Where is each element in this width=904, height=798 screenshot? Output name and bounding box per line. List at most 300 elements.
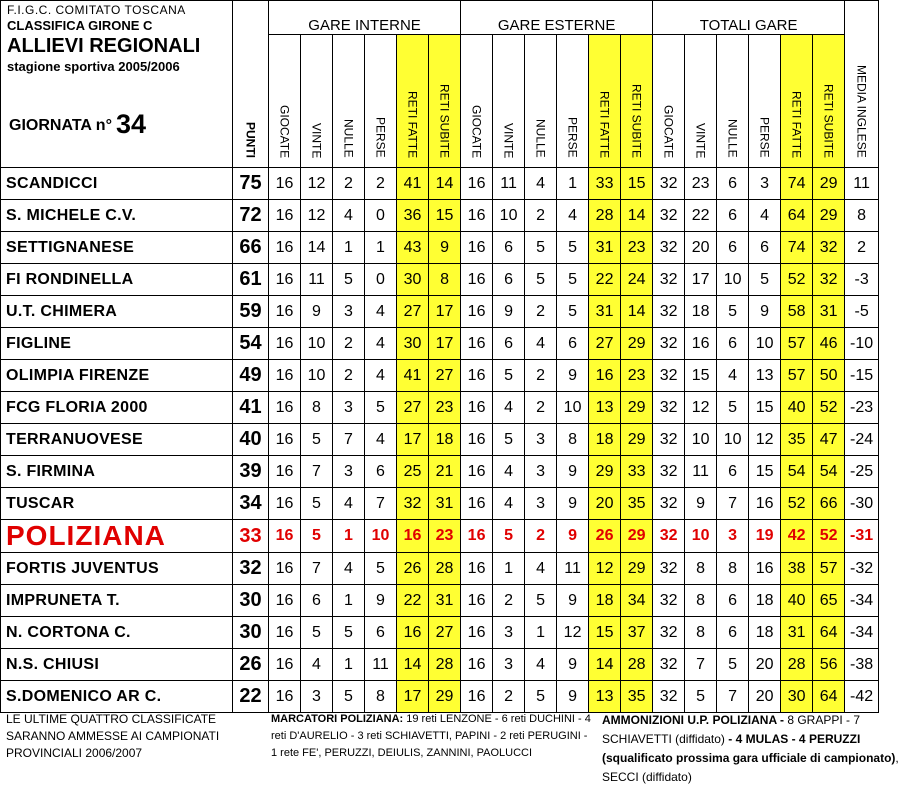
stat-away-0: 16 bbox=[461, 168, 493, 200]
stat-home-2: 5 bbox=[333, 264, 365, 296]
stat-away-4: 28 bbox=[589, 200, 621, 232]
stat-tot-3: 18 bbox=[749, 585, 781, 617]
col-away-perse: PERSE bbox=[557, 35, 589, 168]
stat-away-4: 15 bbox=[589, 617, 621, 649]
stat-away-2: 5 bbox=[525, 264, 557, 296]
stat-away-3: 5 bbox=[557, 232, 589, 264]
stat-away-2: 4 bbox=[525, 553, 557, 585]
team-name: S. MICHELE C.V. bbox=[1, 200, 233, 232]
col-away-reti-subite: RETI SUBITE bbox=[621, 35, 653, 168]
stat-home-0: 16 bbox=[269, 200, 301, 232]
stat-tot-3: 16 bbox=[749, 488, 781, 520]
media-inglese: -25 bbox=[845, 456, 879, 488]
stat-tot-0: 32 bbox=[653, 296, 685, 328]
stat-tot-1: 16 bbox=[685, 328, 717, 360]
stat-home-2: 7 bbox=[333, 424, 365, 456]
stat-home-2: 5 bbox=[333, 681, 365, 713]
stat-home-3: 6 bbox=[365, 617, 397, 649]
stat-away-0: 16 bbox=[461, 520, 493, 553]
stat-tot-2: 4 bbox=[717, 360, 749, 392]
stat-tot-3: 15 bbox=[749, 456, 781, 488]
stat-away-3: 5 bbox=[557, 264, 589, 296]
team-name: FORTIS JUVENTUS bbox=[1, 553, 233, 585]
stat-home-0: 16 bbox=[269, 264, 301, 296]
marcatori-block bbox=[271, 711, 596, 762]
team-points: 72 bbox=[233, 200, 269, 232]
stat-home-1: 3 bbox=[301, 681, 333, 713]
stat-away-1: 6 bbox=[493, 328, 525, 360]
table-row bbox=[1, 168, 879, 200]
stat-home-0: 16 bbox=[269, 488, 301, 520]
col-away-nulle: NULLE bbox=[525, 35, 557, 168]
group-gare-interne: GARE INTERNE bbox=[269, 1, 461, 35]
stat-home-2: 1 bbox=[333, 520, 365, 553]
team-points: 40 bbox=[233, 424, 269, 456]
stat-away-4: 27 bbox=[589, 328, 621, 360]
stat-tot-4: 64 bbox=[781, 200, 813, 232]
table-row bbox=[1, 232, 879, 264]
team-points: 33 bbox=[233, 520, 269, 553]
stat-away-1: 11 bbox=[493, 168, 525, 200]
stat-tot-2: 6 bbox=[717, 585, 749, 617]
stat-home-5: 8 bbox=[429, 264, 461, 296]
col-home-nulle: NULLE bbox=[333, 35, 365, 168]
stat-tot-4: 58 bbox=[781, 296, 813, 328]
stat-home-3: 0 bbox=[365, 200, 397, 232]
stat-away-1: 3 bbox=[493, 649, 525, 681]
stat-away-0: 16 bbox=[461, 232, 493, 264]
stat-tot-1: 9 bbox=[685, 488, 717, 520]
stat-tot-2: 6 bbox=[717, 456, 749, 488]
stat-tot-2: 8 bbox=[717, 553, 749, 585]
stat-away-3: 9 bbox=[557, 649, 589, 681]
stat-home-3: 8 bbox=[365, 681, 397, 713]
stat-tot-0: 32 bbox=[653, 232, 685, 264]
stat-home-5: 17 bbox=[429, 328, 461, 360]
stat-home-3: 7 bbox=[365, 488, 397, 520]
stat-home-1: 10 bbox=[301, 360, 333, 392]
media-inglese: -34 bbox=[845, 585, 879, 617]
stat-tot-5: 32 bbox=[813, 232, 845, 264]
table-row bbox=[1, 681, 879, 713]
stat-home-1: 11 bbox=[301, 264, 333, 296]
group-label: CLASSIFICA GIRONE C bbox=[7, 18, 153, 33]
stat-away-5: 28 bbox=[621, 649, 653, 681]
team-name: FI RONDINELLA bbox=[1, 264, 233, 296]
stat-tot-0: 32 bbox=[653, 585, 685, 617]
stat-tot-5: 66 bbox=[813, 488, 845, 520]
stat-home-5: 21 bbox=[429, 456, 461, 488]
stat-home-5: 23 bbox=[429, 520, 461, 553]
col-tot-reti-fatte: RETI FATTE bbox=[781, 35, 813, 168]
stat-home-4: 17 bbox=[397, 681, 429, 713]
stat-home-5: 31 bbox=[429, 585, 461, 617]
stat-away-3: 9 bbox=[557, 681, 589, 713]
stat-tot-5: 52 bbox=[813, 520, 845, 553]
stat-away-1: 6 bbox=[493, 232, 525, 264]
stat-home-4: 27 bbox=[397, 296, 429, 328]
stat-home-5: 27 bbox=[429, 617, 461, 649]
stat-tot-5: 52 bbox=[813, 392, 845, 424]
stat-tot-3: 20 bbox=[749, 649, 781, 681]
stat-tot-5: 46 bbox=[813, 328, 845, 360]
stat-away-5: 24 bbox=[621, 264, 653, 296]
stat-tot-4: 40 bbox=[781, 585, 813, 617]
stat-away-5: 23 bbox=[621, 232, 653, 264]
table-row bbox=[1, 617, 879, 649]
stat-home-2: 1 bbox=[333, 585, 365, 617]
stat-away-0: 16 bbox=[461, 617, 493, 649]
stat-away-3: 6 bbox=[557, 328, 589, 360]
stat-tot-3: 18 bbox=[749, 617, 781, 649]
stat-tot-3: 6 bbox=[749, 232, 781, 264]
media-inglese: -15 bbox=[845, 360, 879, 392]
col-home-vinte: VINTE bbox=[301, 35, 333, 168]
stat-away-5: 15 bbox=[621, 168, 653, 200]
stat-away-1: 1 bbox=[493, 553, 525, 585]
header-info bbox=[1, 1, 233, 168]
stat-away-5: 14 bbox=[621, 296, 653, 328]
stat-home-1: 5 bbox=[301, 520, 333, 553]
team-points: 61 bbox=[233, 264, 269, 296]
stat-home-5: 31 bbox=[429, 488, 461, 520]
table-row bbox=[1, 328, 879, 360]
stat-away-2: 2 bbox=[525, 360, 557, 392]
stat-tot-0: 32 bbox=[653, 617, 685, 649]
stat-tot-2: 5 bbox=[717, 649, 749, 681]
table-row bbox=[1, 649, 879, 681]
stat-away-5: 14 bbox=[621, 200, 653, 232]
media-inglese: -3 bbox=[845, 264, 879, 296]
footer-note-line: LE ULTIME QUATTRO CLASSIFICATE bbox=[6, 712, 217, 726]
media-inglese: -24 bbox=[845, 424, 879, 456]
championship-title: ALLIEVI REGIONALI bbox=[7, 35, 201, 57]
stat-home-4: 17 bbox=[397, 424, 429, 456]
team-points: 66 bbox=[233, 232, 269, 264]
stat-tot-0: 32 bbox=[653, 649, 685, 681]
stat-tot-5: 47 bbox=[813, 424, 845, 456]
col-tot-giocate: GIOCATE bbox=[653, 35, 685, 168]
stat-away-3: 11 bbox=[557, 553, 589, 585]
stat-home-0: 16 bbox=[269, 649, 301, 681]
stat-tot-3: 5 bbox=[749, 264, 781, 296]
stat-home-2: 5 bbox=[333, 617, 365, 649]
stat-home-3: 11 bbox=[365, 649, 397, 681]
stat-away-4: 20 bbox=[589, 488, 621, 520]
stat-home-2: 3 bbox=[333, 456, 365, 488]
stat-tot-5: 65 bbox=[813, 585, 845, 617]
media-inglese: 11 bbox=[845, 168, 879, 200]
stat-tot-0: 32 bbox=[653, 553, 685, 585]
media-inglese: 8 bbox=[845, 200, 879, 232]
media-inglese: 2 bbox=[845, 232, 879, 264]
stat-tot-4: 42 bbox=[781, 520, 813, 553]
stat-away-4: 31 bbox=[589, 232, 621, 264]
team-name: FCG FLORIA 2000 bbox=[1, 392, 233, 424]
stat-away-0: 16 bbox=[461, 456, 493, 488]
team-points: 75 bbox=[233, 168, 269, 200]
team-name: OLIMPIA FIRENZE bbox=[1, 360, 233, 392]
stat-away-1: 5 bbox=[493, 360, 525, 392]
stat-away-1: 2 bbox=[493, 681, 525, 713]
stat-tot-4: 54 bbox=[781, 456, 813, 488]
stat-away-1: 4 bbox=[493, 488, 525, 520]
stat-home-1: 12 bbox=[301, 200, 333, 232]
stat-away-5: 33 bbox=[621, 456, 653, 488]
stat-away-3: 5 bbox=[557, 296, 589, 328]
stat-home-0: 16 bbox=[269, 681, 301, 713]
ammonizioni-title: AMMONIZIONI U.P. POLIZIANA - bbox=[602, 713, 784, 727]
col-punti: PUNTI bbox=[233, 1, 269, 168]
team-name: N. CORTONA C. bbox=[1, 617, 233, 649]
stat-home-3: 5 bbox=[365, 392, 397, 424]
team-points: 49 bbox=[233, 360, 269, 392]
stat-home-1: 9 bbox=[301, 296, 333, 328]
table-row bbox=[1, 520, 879, 553]
stat-home-1: 5 bbox=[301, 488, 333, 520]
stat-tot-2: 10 bbox=[717, 264, 749, 296]
stat-home-0: 16 bbox=[269, 232, 301, 264]
stat-tot-0: 32 bbox=[653, 456, 685, 488]
stat-away-1: 2 bbox=[493, 585, 525, 617]
stat-home-0: 16 bbox=[269, 296, 301, 328]
stat-tot-3: 16 bbox=[749, 553, 781, 585]
stat-tot-3: 4 bbox=[749, 200, 781, 232]
stat-tot-1: 10 bbox=[685, 520, 717, 553]
stat-away-5: 29 bbox=[621, 424, 653, 456]
stat-away-1: 4 bbox=[493, 456, 525, 488]
stat-home-2: 1 bbox=[333, 232, 365, 264]
stat-home-1: 8 bbox=[301, 392, 333, 424]
table-row bbox=[1, 456, 879, 488]
stat-home-2: 2 bbox=[333, 168, 365, 200]
stat-tot-1: 5 bbox=[685, 681, 717, 713]
stat-tot-1: 20 bbox=[685, 232, 717, 264]
stat-tot-0: 32 bbox=[653, 424, 685, 456]
stat-away-2: 4 bbox=[525, 168, 557, 200]
stat-home-0: 16 bbox=[269, 360, 301, 392]
stat-away-1: 9 bbox=[493, 296, 525, 328]
stat-home-1: 5 bbox=[301, 617, 333, 649]
stat-tot-5: 64 bbox=[813, 617, 845, 649]
stat-home-0: 16 bbox=[269, 392, 301, 424]
col-tot-vinte: VINTE bbox=[685, 35, 717, 168]
media-inglese: -32 bbox=[845, 553, 879, 585]
col-tot-reti-subite: RETI SUBITE bbox=[813, 35, 845, 168]
team-points: 54 bbox=[233, 328, 269, 360]
stat-home-1: 6 bbox=[301, 585, 333, 617]
table-row bbox=[1, 553, 879, 585]
stat-home-0: 16 bbox=[269, 585, 301, 617]
stat-away-2: 2 bbox=[525, 200, 557, 232]
stat-away-1: 5 bbox=[493, 424, 525, 456]
stat-away-4: 18 bbox=[589, 424, 621, 456]
stat-away-5: 37 bbox=[621, 617, 653, 649]
stat-tot-4: 74 bbox=[781, 168, 813, 200]
stat-tot-0: 32 bbox=[653, 328, 685, 360]
stat-tot-5: 31 bbox=[813, 296, 845, 328]
stat-home-2: 1 bbox=[333, 649, 365, 681]
stat-away-0: 16 bbox=[461, 296, 493, 328]
stat-home-5: 9 bbox=[429, 232, 461, 264]
table-row bbox=[1, 360, 879, 392]
stat-away-0: 16 bbox=[461, 553, 493, 585]
stat-tot-4: 52 bbox=[781, 488, 813, 520]
stat-home-4: 25 bbox=[397, 456, 429, 488]
season-label: stagione sportiva 2005/2006 bbox=[7, 59, 180, 74]
stat-tot-3: 12 bbox=[749, 424, 781, 456]
stat-home-0: 16 bbox=[269, 617, 301, 649]
stat-away-3: 9 bbox=[557, 585, 589, 617]
stat-away-5: 29 bbox=[621, 553, 653, 585]
stat-tot-1: 10 bbox=[685, 424, 717, 456]
stat-away-1: 6 bbox=[493, 264, 525, 296]
stat-home-4: 22 bbox=[397, 585, 429, 617]
stat-home-4: 41 bbox=[397, 360, 429, 392]
stat-home-5: 28 bbox=[429, 553, 461, 585]
stat-tot-0: 32 bbox=[653, 392, 685, 424]
stat-home-5: 28 bbox=[429, 649, 461, 681]
stat-home-4: 30 bbox=[397, 328, 429, 360]
stat-away-5: 29 bbox=[621, 392, 653, 424]
media-inglese: -34 bbox=[845, 617, 879, 649]
stat-home-3: 9 bbox=[365, 585, 397, 617]
col-home-perse: PERSE bbox=[365, 35, 397, 168]
stat-tot-4: 57 bbox=[781, 360, 813, 392]
stat-home-5: 27 bbox=[429, 360, 461, 392]
stat-tot-5: 29 bbox=[813, 200, 845, 232]
stat-tot-0: 32 bbox=[653, 168, 685, 200]
giornata-number: 34 bbox=[115, 109, 147, 139]
stat-away-0: 16 bbox=[461, 488, 493, 520]
col-home-reti-fatte: RETI FATTE bbox=[397, 35, 429, 168]
stat-home-2: 3 bbox=[333, 296, 365, 328]
stat-home-4: 16 bbox=[397, 617, 429, 649]
stat-tot-3: 10 bbox=[749, 328, 781, 360]
stat-home-5: 29 bbox=[429, 681, 461, 713]
team-points: 32 bbox=[233, 553, 269, 585]
stat-away-0: 16 bbox=[461, 392, 493, 424]
media-inglese: -10 bbox=[845, 328, 879, 360]
stat-away-2: 4 bbox=[525, 649, 557, 681]
giornata-label: GIORNATA n° 34 bbox=[9, 109, 147, 139]
stat-tot-5: 57 bbox=[813, 553, 845, 585]
group-gare-esterne: GARE ESTERNE bbox=[461, 1, 653, 35]
stat-away-5: 29 bbox=[621, 520, 653, 553]
table-row bbox=[1, 392, 879, 424]
stat-tot-2: 3 bbox=[717, 520, 749, 553]
stat-away-3: 1 bbox=[557, 168, 589, 200]
stat-home-3: 6 bbox=[365, 456, 397, 488]
media-inglese: -38 bbox=[845, 649, 879, 681]
stat-home-1: 12 bbox=[301, 168, 333, 200]
footer-note-line: SARANNO AMMESSE AI CAMPIONATI bbox=[6, 729, 220, 743]
table-row bbox=[1, 200, 879, 232]
stat-away-2: 2 bbox=[525, 296, 557, 328]
stat-tot-2: 10 bbox=[717, 424, 749, 456]
stat-home-4: 16 bbox=[397, 520, 429, 553]
stat-tot-4: 74 bbox=[781, 232, 813, 264]
stat-home-2: 2 bbox=[333, 360, 365, 392]
stat-home-2: 4 bbox=[333, 200, 365, 232]
stat-home-4: 27 bbox=[397, 392, 429, 424]
federation-label: F.I.G.C. COMITATO TOSCANA bbox=[7, 3, 186, 17]
media-inglese: -30 bbox=[845, 488, 879, 520]
stat-away-3: 10 bbox=[557, 392, 589, 424]
stat-home-1: 10 bbox=[301, 328, 333, 360]
stat-away-4: 26 bbox=[589, 520, 621, 553]
stat-away-2: 1 bbox=[525, 617, 557, 649]
stat-home-4: 36 bbox=[397, 200, 429, 232]
stat-away-4: 12 bbox=[589, 553, 621, 585]
stat-away-3: 4 bbox=[557, 200, 589, 232]
stat-away-5: 35 bbox=[621, 681, 653, 713]
stat-tot-4: 28 bbox=[781, 649, 813, 681]
stat-tot-2: 6 bbox=[717, 168, 749, 200]
stat-tot-4: 31 bbox=[781, 617, 813, 649]
stat-away-2: 5 bbox=[525, 681, 557, 713]
col-away-giocate: GIOCATE bbox=[461, 35, 493, 168]
stat-home-3: 5 bbox=[365, 553, 397, 585]
stat-tot-5: 32 bbox=[813, 264, 845, 296]
stat-home-2: 3 bbox=[333, 392, 365, 424]
stat-away-4: 31 bbox=[589, 296, 621, 328]
stat-tot-0: 32 bbox=[653, 520, 685, 553]
stat-home-0: 16 bbox=[269, 456, 301, 488]
team-name: N.S. CHIUSI bbox=[1, 649, 233, 681]
media-inglese: -5 bbox=[845, 296, 879, 328]
group-totali-gare: TOTALI GARE bbox=[653, 1, 845, 35]
stat-tot-5: 56 bbox=[813, 649, 845, 681]
stat-home-5: 17 bbox=[429, 296, 461, 328]
stat-home-4: 41 bbox=[397, 168, 429, 200]
footer-note bbox=[6, 711, 219, 762]
stat-away-4: 29 bbox=[589, 456, 621, 488]
stat-away-1: 3 bbox=[493, 617, 525, 649]
team-name: SETTIGNANESE bbox=[1, 232, 233, 264]
team-points: 39 bbox=[233, 456, 269, 488]
stat-tot-3: 13 bbox=[749, 360, 781, 392]
stat-away-3: 9 bbox=[557, 520, 589, 553]
stat-away-5: 29 bbox=[621, 328, 653, 360]
stat-home-5: 15 bbox=[429, 200, 461, 232]
stat-away-3: 9 bbox=[557, 456, 589, 488]
stat-tot-2: 6 bbox=[717, 617, 749, 649]
stat-away-2: 5 bbox=[525, 585, 557, 617]
stat-tot-4: 30 bbox=[781, 681, 813, 713]
media-inglese: -31 bbox=[845, 520, 879, 553]
stat-away-1: 10 bbox=[493, 200, 525, 232]
marcatori-title: MARCATORI POLIZIANA: bbox=[271, 713, 404, 725]
stat-home-2: 4 bbox=[333, 553, 365, 585]
stat-tot-2: 7 bbox=[717, 488, 749, 520]
stat-tot-1: 15 bbox=[685, 360, 717, 392]
stat-tot-3: 20 bbox=[749, 681, 781, 713]
stat-home-1: 7 bbox=[301, 553, 333, 585]
stat-away-4: 16 bbox=[589, 360, 621, 392]
team-name: FIGLINE bbox=[1, 328, 233, 360]
stat-home-3: 2 bbox=[365, 168, 397, 200]
stat-home-0: 16 bbox=[269, 553, 301, 585]
team-points: 30 bbox=[233, 585, 269, 617]
table-row bbox=[1, 264, 879, 296]
stat-tot-3: 9 bbox=[749, 296, 781, 328]
stat-away-2: 5 bbox=[525, 232, 557, 264]
stat-home-3: 1 bbox=[365, 232, 397, 264]
stat-home-3: 4 bbox=[365, 328, 397, 360]
stat-home-1: 5 bbox=[301, 424, 333, 456]
stat-tot-1: 17 bbox=[685, 264, 717, 296]
